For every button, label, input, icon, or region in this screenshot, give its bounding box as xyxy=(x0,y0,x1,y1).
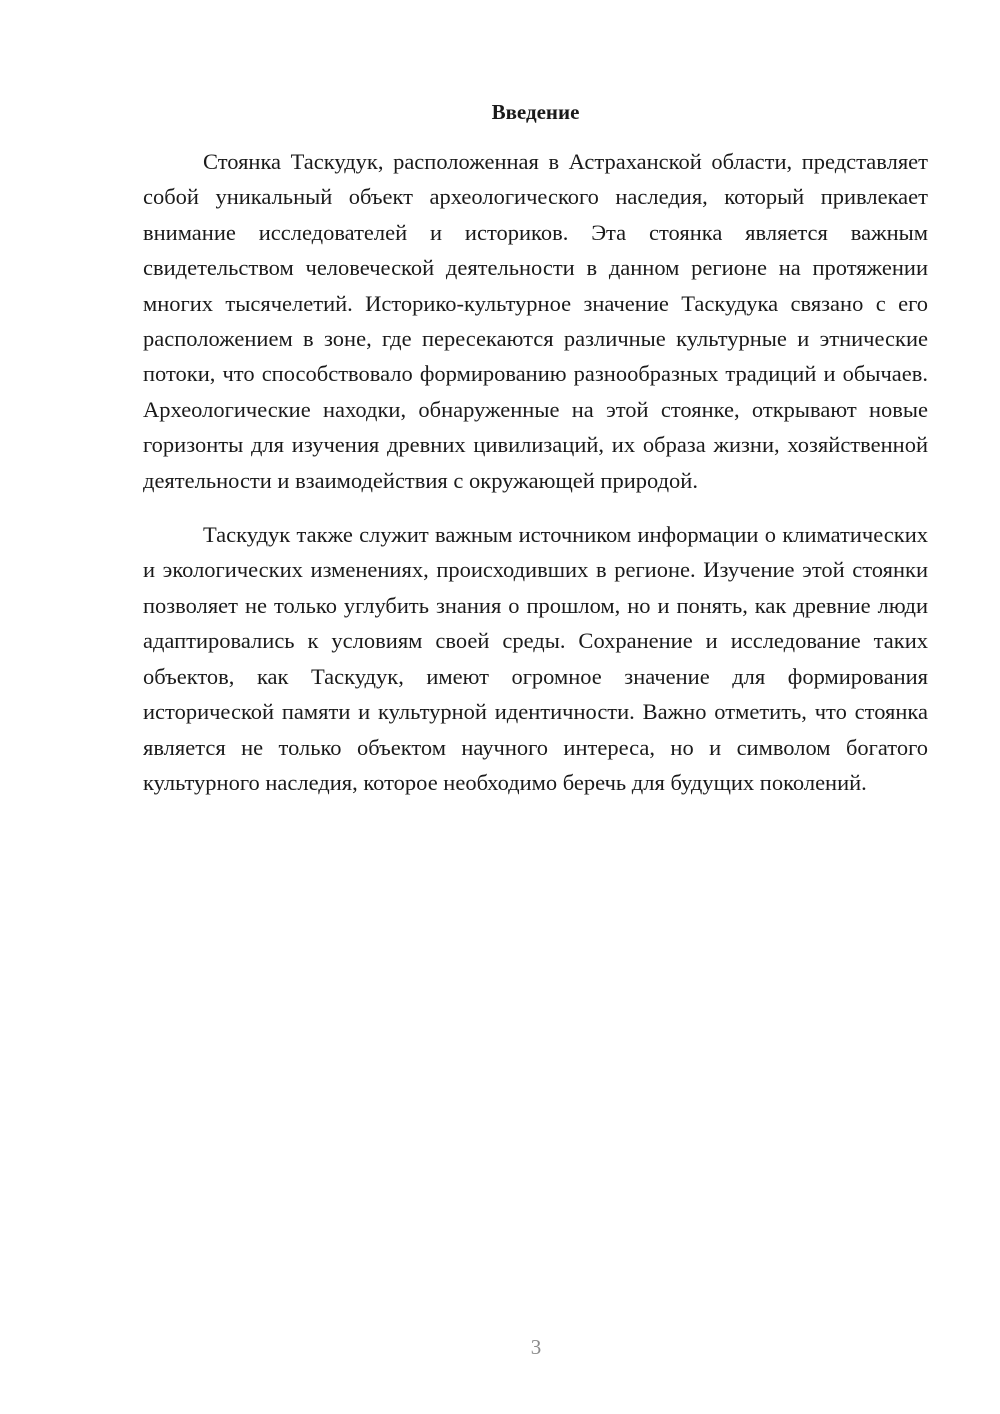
document-body xyxy=(143,144,928,800)
page-number: 3 xyxy=(530,1335,542,1359)
paragraph: Стоянка Таскудук, расположенная в Астраханской области, представляет собой уникальный объект археологического наследия, который привлекает внимание исследователей и историков. Эта стоянка является важным свидетельством человеческой деятельности в данном регионе на протяжении многих тысячелетий. Историко-культурное значение Таскудука связано с его расположением в зоне, где пересекаются различные культурные и этнические потоки, что способствовало формированию разнообразных традиций и обычаев. Археологические находки, обнаруженные на этой стоянке, открывают новые горизонты для изучения древних цивилизаций, их образа жизни, хозяйственной деятельности и взаимодействия с окружающей природой. xyxy=(143,149,928,493)
paragraph: Таскудук также служит важным источником информации о климатических и экологических изменениях, происходивших в регионе. Изучение этой стоянки позволяет не только углубить знания о прошлом, но и понять, как древние люди адаптировались к условиям своей среды. Сохранение и исследование таких объектов, как Таскудук, имеют огромное значение для формирования исторической памяти и культурной идентичности. Важно отметить, что стоянка является не только объектом научного интереса, но и символом богатого культурного наследия, которое необходимо беречь для будущих поколений. xyxy=(143,522,928,795)
page-title: Введение xyxy=(491,100,580,124)
